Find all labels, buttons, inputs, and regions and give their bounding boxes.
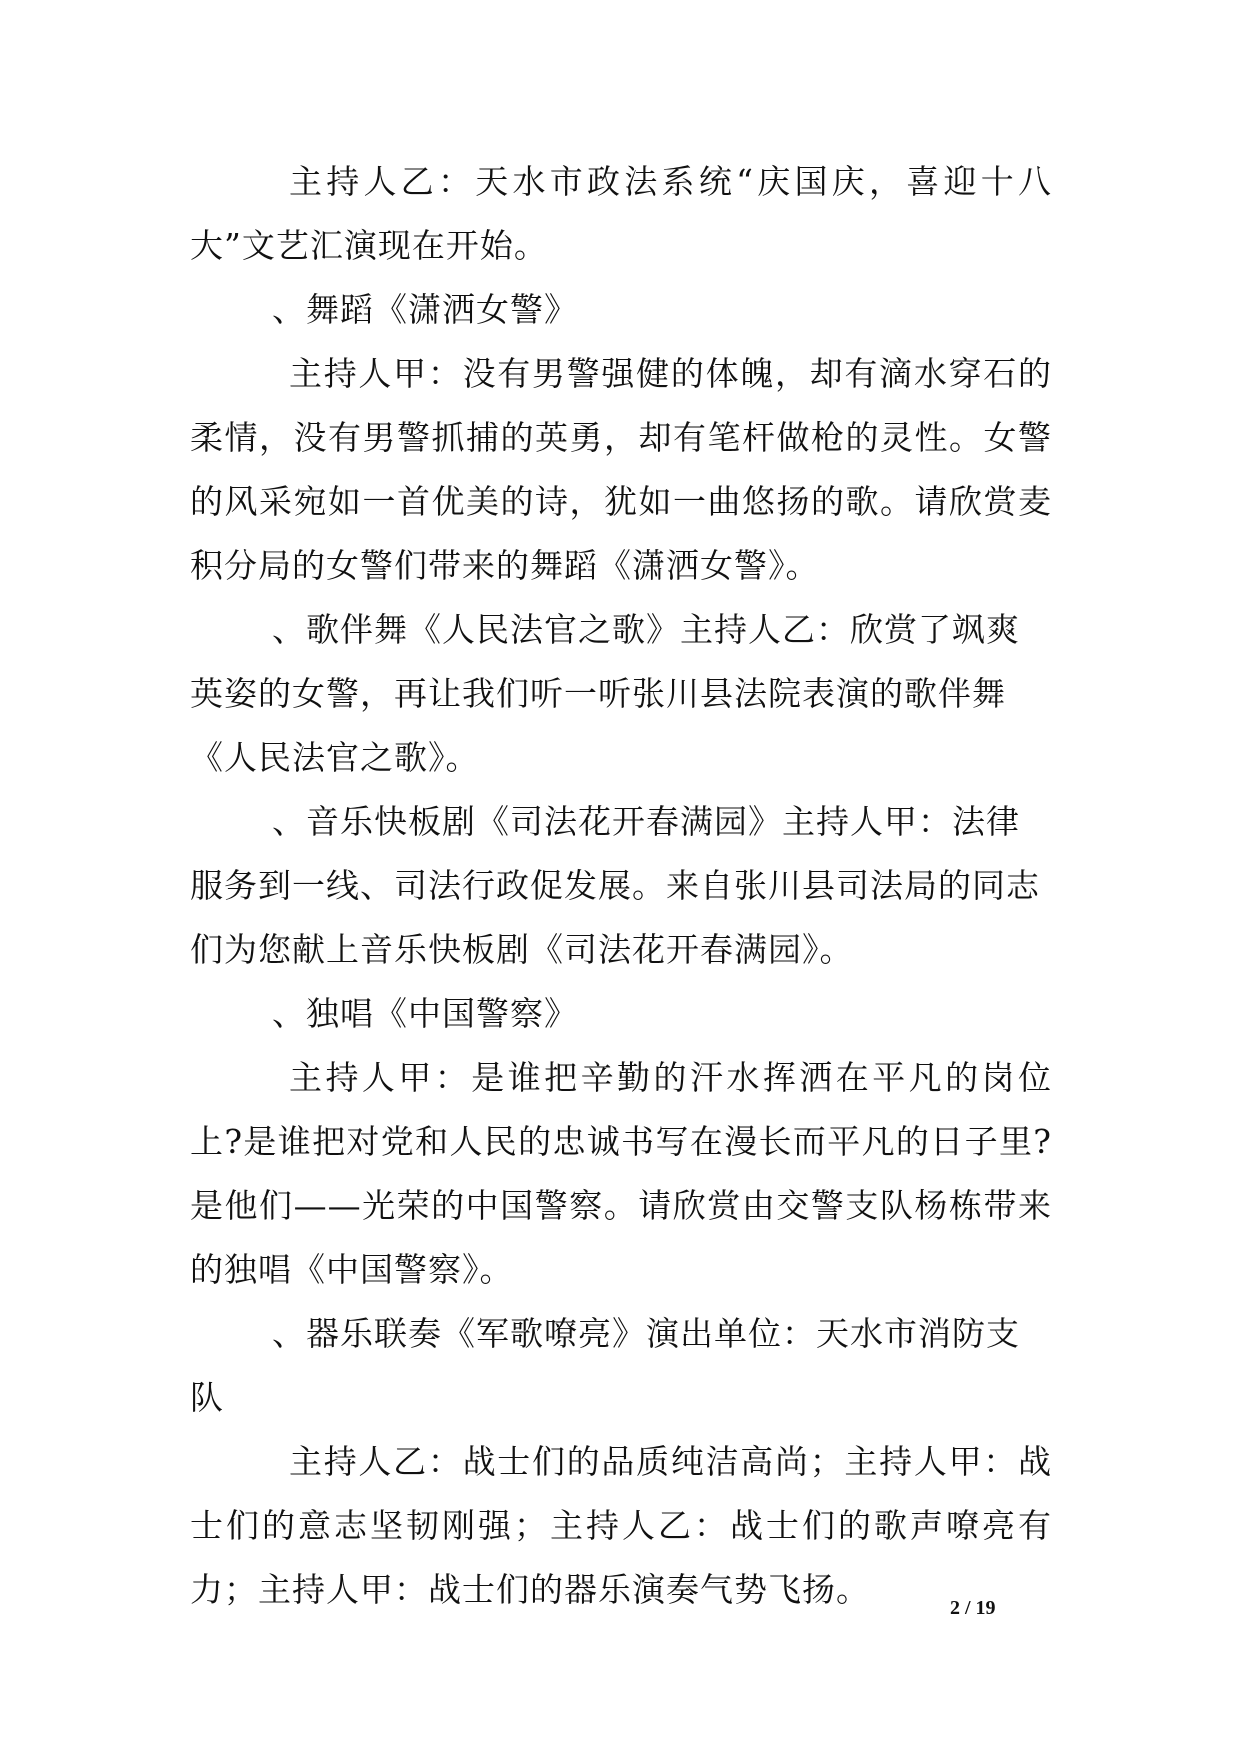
document-body — [190, 150, 1052, 1622]
program-item-kuaiban: 、音乐快板剧《司法花开春满园》主持人甲：法律服务到一线、司法行政促发展。来自张川县司法局的同志们为您献上音乐快板剧《司法花开春满园》。 — [190, 802, 1040, 969]
program-item-solo: 、独唱《中国警察》 — [272, 994, 578, 1033]
program-item-dance: 、舞蹈《潇洒女警》 — [272, 290, 578, 329]
paragraph-instrumental-intro: 主持人乙：战士们的品质纯洁高尚；主持人甲：战士们的意志坚韧刚强；主持人乙：战士们的歌声嘹亮有力；主持人甲：战士们的器乐演奏气势飞扬。 — [190, 1442, 1052, 1609]
paragraph-dance-intro: 主持人甲：没有男警强健的体魄，却有滴水穿石的柔情，没有男警抓捕的英勇，却有笔杆做枪的灵性。女警的风采宛如一首优美的诗，犹如一曲悠扬的歌。请欣赏麦积分局的女警们带来的舞蹈《潇洒女警》。 — [190, 354, 1052, 585]
paragraph-opening: 主持人乙：天水市政法系统“庆国庆，喜迎十八大”文艺汇演现在开始。 — [190, 162, 1052, 265]
paragraph-solo-intro: 主持人甲：是谁把辛勤的汗水挥洒在平凡的岗位上?是谁把对党和人民的忠诚书写在漫长而平凡的日子里?是他们——光荣的中国警察。请欣赏由交警支队杨栋带来的独唱《中国警察》。 — [190, 1058, 1052, 1289]
program-item-instrumental: 、器乐联奏《军歌嘹亮》演出单位：天水市消防支队 — [190, 1314, 1020, 1417]
page-number: 2 / 19 — [950, 1597, 996, 1619]
program-item-song-dance: 、歌伴舞《人民法官之歌》主持人乙：欣赏了飒爽英姿的女警，再让我们听一听张川县法院表演的歌伴舞《人民法官之歌》。 — [190, 610, 1020, 777]
